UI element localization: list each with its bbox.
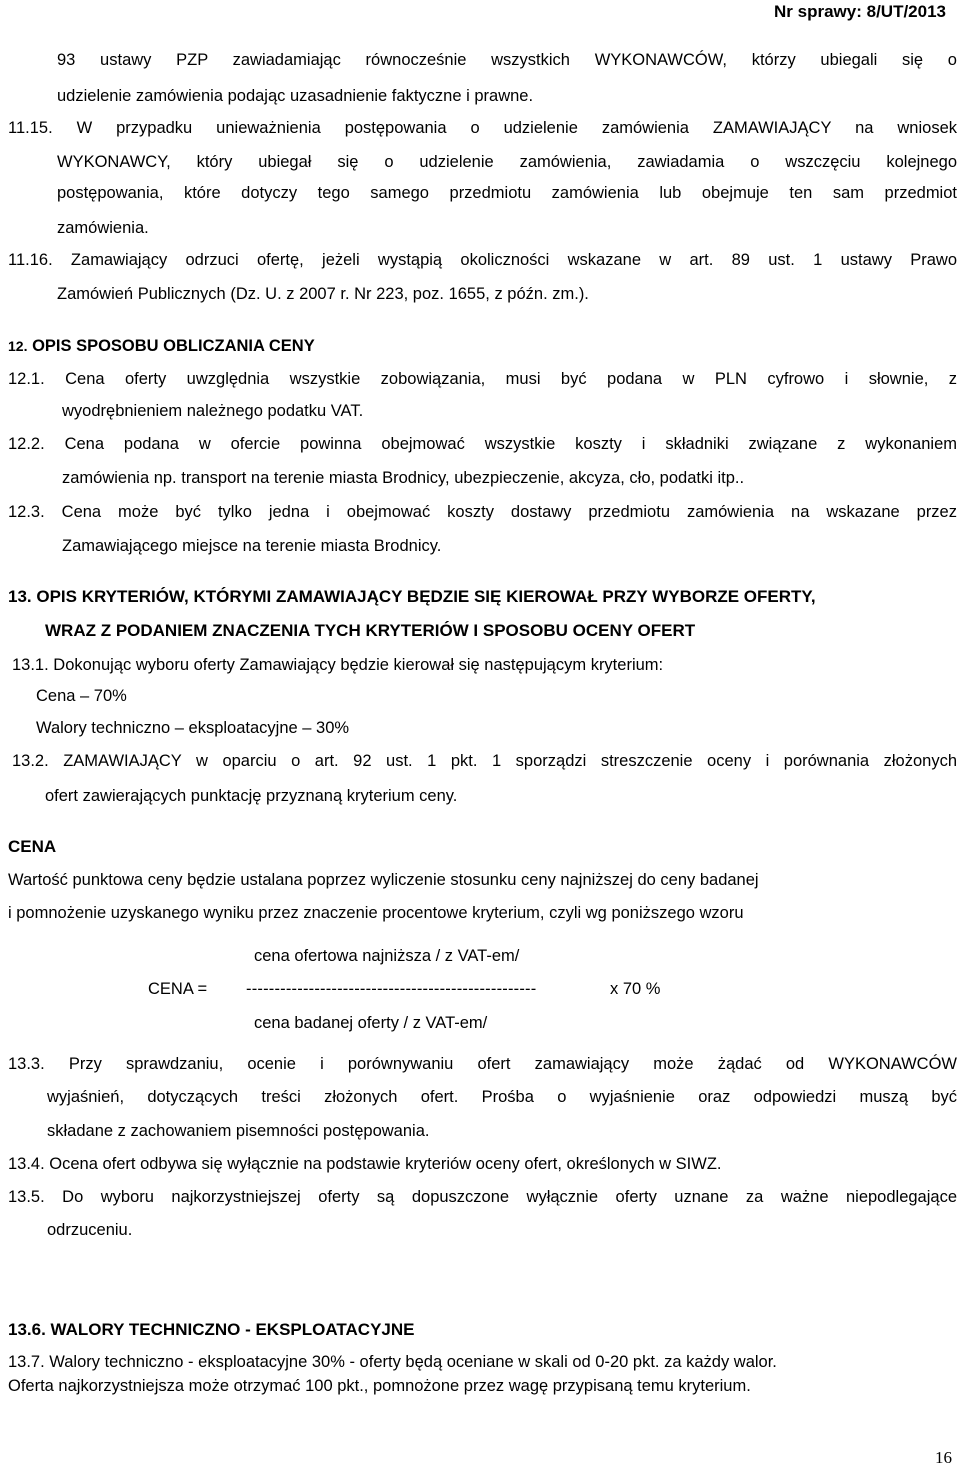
paragraph-11-15-line1: 11.15. W przypadku unieważnienia postępowania o udzielenie zamówienia ZAMAWIAJĄCY na wniosek (8, 119, 957, 137)
criterion-price: Cena – 70% (36, 687, 127, 705)
paragraph-13-7-line1: 13.7. Walory techniczno - eksploatacyjne 30% - oferty będą oceniane w skali od 0-20 pkt. za każdy walor. (8, 1353, 777, 1371)
section-13-heading-line1: 13. OPIS KRYTERIÓW, KTÓRYMI ZAMAWIAJĄCY BĘDZIE SIĘ KIEROWAŁ PRZY WYBORZE OFERTY, (8, 587, 816, 606)
paragraph-13-1: 13.1. Dokonując wyboru oferty Zamawiający będzie kierował się następującym kryterium: (12, 656, 664, 674)
formula-multiplier: x 70 % (610, 980, 661, 998)
paragraph-12-3-line1: 12.3. Cena może być tylko jedna i obejmować koszty dostawy przedmiotu zamówienia na wskazane przez (8, 503, 957, 521)
paragraph-13-5-line2: odrzuceniu. (47, 1221, 133, 1239)
paragraph-12-2-line1: 12.2. Cena podana w ofercie powinna obejmować wszystkie koszty i składniki związane z wykonaniem (8, 435, 957, 453)
paragraph-13-3-line2: wyjaśnień, dotyczących treści złożonych ofert. Prośba o wyjaśnienie oraz odpowiedzi muszą być (47, 1088, 957, 1106)
section-13-6-heading: 13.6. WALORY TECHNICZNO - EKSPLOATACYJNE (8, 1320, 415, 1339)
cena-description-line2: i pomnożenie uzyskanego wyniku przez znaczenie procentowe kryterium, czyli wg poniższego wzoru (8, 904, 744, 922)
paragraph-11-15-line3: postępowania, które dotyczy tego samego przedmiotu zamówienia lub obejmuje ten sam przedmiot (57, 184, 957, 202)
formula-numerator: cena ofertowa najniższa / z VAT-em/ (254, 947, 520, 965)
criterion-technical: Walory techniczno – eksploatacyjne – 30% (36, 719, 350, 737)
paragraph-11-16-line1: 11.16. Zamawiający odrzuci ofertę, jeżeli wystąpią okoliczności wskazane w art. 89 ust. 1 ustawy Prawo (8, 251, 957, 269)
paragraph-11-15-line2: WYKONAWCY, który ubiegał się o udzielenie zamówienia, zawiadamia o wszczęciu kolejnego (57, 153, 957, 171)
paragraph-12-3-line2: Zamawiającego miejsce na terenie miasta Brodnicy. (62, 537, 442, 555)
section-13-heading-line2: WRAZ Z PODANIEM ZNACZENIA TYCH KRYTERIÓW I SPOSOBU OCENY OFERT (45, 621, 696, 640)
paragraph-13-4: 13.4. Ocena ofert odbywa się wyłącznie na podstawie kryteriów oceny ofert, określonych w SIWZ. (8, 1155, 722, 1173)
paragraph-13-3-line3: składane z zachowaniem pisemności postępowania. (47, 1122, 430, 1140)
section-12-title: OPIS SPOSOBU OBLICZANIA CENY (32, 337, 315, 355)
cena-heading: CENA (8, 837, 57, 856)
formula-denominator: cena badanej oferty / z VAT-em/ (254, 1014, 488, 1032)
cena-description-line1: Wartość punktowa ceny będzie ustalana poprzez wyliczenie stosunku ceny najniższej do ceny badanej (8, 871, 759, 889)
formula-label: CENA = (148, 980, 208, 998)
section-12-heading (8, 336, 315, 356)
paragraph-12-1-line1: 12.1. Cena oferty uwzględnia wszystkie zobowiązania, musi być podana w PLN cyfrowo i słownie, z (8, 370, 957, 388)
paragraph-13-2-line2: ofert zawierających punktację przyznaną kryterium ceny. (45, 787, 458, 805)
paragraph-13-7-line2: Oferta najkorzystniejsza może otrzymać 100 pkt., pomnożone przez wagę przypisaną temu kryterium. (8, 1377, 751, 1395)
formula-fraction-bar: --------------------------------------------------- (246, 980, 537, 998)
case-number-header: Nr sprawy: 8/UT/2013 (774, 2, 946, 21)
paragraph-13-2-line1: 13.2. ZAMAWIAJĄCY w oparciu o art. 92 ust. 1 pkt. 1 sporządzi streszczenie oceny i porównania złożonych (12, 752, 957, 770)
section-12-number: 12. (8, 338, 28, 354)
paragraph-12-2-line2: zamówienia np. transport na terenie miasta Brodnicy, ubezpieczenie, akcyza, cło, podatki itp.. (62, 469, 745, 487)
paragraph-11-16-line2: Zamówień Publicznych (Dz. U. z 2007 r. Nr 223, poz. 1655, z późn. zm.). (57, 285, 589, 303)
page-number: 16 (935, 1448, 952, 1467)
paragraph-13-5-line1: 13.5. Do wyboru najkorzystniejszej oferty są dopuszczone wyłącznie oferty uznane za ważne niepodlegające (8, 1188, 957, 1206)
paragraph-11-14-line2: udzielenie zamówienia podając uzasadnienie faktyczne i prawne. (57, 87, 534, 105)
paragraph-11-14-line1: 93 ustawy PZP zawiadamiając równocześnie wszystkich WYKONAWCÓW, którzy ubiegali się o (57, 51, 957, 69)
paragraph-13-3-line1: 13.3. Przy sprawdzaniu, ocenie i porównywaniu ofert zamawiający może żądać od WYKONAWCÓW (8, 1055, 957, 1073)
paragraph-12-1-line2: wyodrębnieniem należnego podatku VAT. (62, 402, 364, 420)
paragraph-11-15-line4: zamówienia. (57, 219, 149, 237)
